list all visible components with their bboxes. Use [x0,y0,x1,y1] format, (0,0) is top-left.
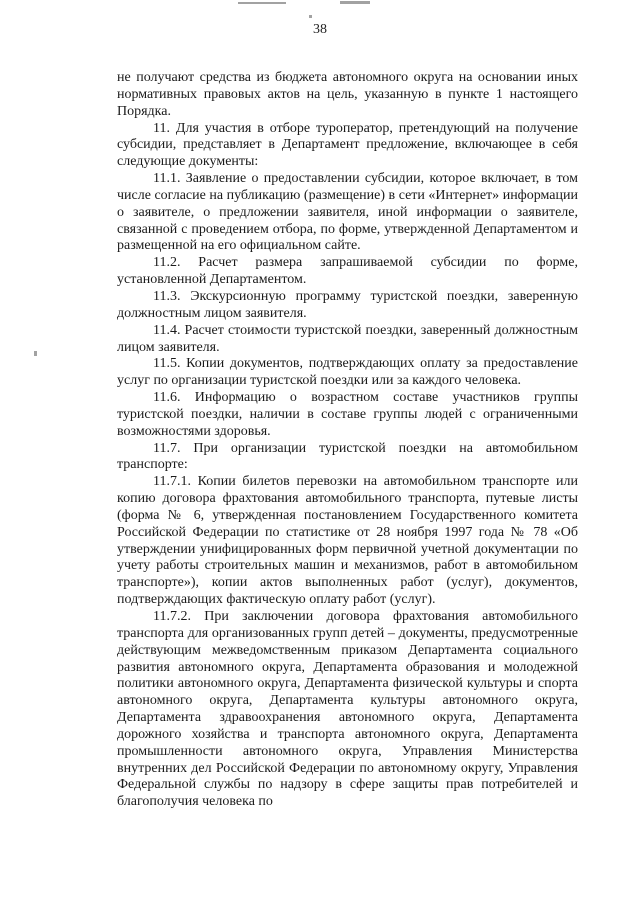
document-body [117,70,578,811]
scan-mark [34,351,37,356]
scan-mark [309,15,312,18]
paragraph: 11.1. Заявление о предоставлении субсидии, которое включает, в том числе согласие на публикацию (размещение) в сети «Интернет» информации о заявителе, о предложении заявителя, иной информации о заявителе, связанной с проведением отбора, по форме, утвержденной Департаментом и размещенной на его официальном сайте. [117,171,578,254]
paragraph: 11. Для участия в отборе туроператор, претендующий на получение субсидии, представляет в Департамент предложение, включающее в себя следующие документы: [117,120,578,170]
paragraph: 11.5. Копии документов, подтверждающих оплату за предоставление услуг по организации туристской поездки или за каждого человека. [117,356,578,389]
paragraph: 11.2. Расчет размера запрашиваемой субсидии по форме, установленной Департаментом. [117,255,578,288]
paragraph: 11.3. Экскурсионную программу туристской поездки, заверенную должностным лицом заявителя. [117,288,578,321]
paragraph: 11.6. Информацию о возрастном составе участников группы туристской поездки, наличии в составе группы людей с ограниченными возможностями здоровья. [117,390,578,439]
scan-mark [340,1,370,4]
paragraph: 11.4. Расчет стоимости туристской поездки, заверенный должностным лицом заявителя. [117,322,578,355]
paragraph: 11.7.2. При заключении договора фрахтования автомобильного транспорта для организованных групп детей – документы, предусмотренные действующим межведомственным приказом Департамента социального развития автономного округа, Департамента образования и молодежной политики автономного округа, Департамента физической культуры и спорта автономного округа, Департамента культуры автономного округа, Департамента здравоохранения автономного округа, Департамента дорожного хозяйства и транспорта автономного округа, Департамента промышленности автономного округа, Управления Министерства внутренних дел Российской Федерации по автономному округу, Управления Федеральной службы по надзору в сфере защиты прав потребителей и благополучия человека по [117,609,578,810]
page-number: 38 [313,22,327,37]
scan-mark [238,2,286,4]
paragraph: не получают средства из бюджета автономного округа на основании иных нормативных правовых актов на цель, указанную в пункте 1 настоящего Порядка. [117,70,578,119]
paragraph: 11.7. При организации туристской поездки на автомобильном транспорте: [117,440,578,473]
paragraph: 11.7.1. Копии билетов перевозки на автомобильном транспорте или копию договора фрахтования автомобильного транспорта, путевые листы (форма № 6, утвержденная постановлением Государственного комитета Российской Федерации по статистике от 28 ноября 1997 года № 78 «Об утверждении унифицированных форм первичной учетной документации по учету работы строительных машин и механизмов, работ в автомобильном транспорте»), копии актов выполненных работ (услуг), документов, подтверждающих фактическую оплату работ (услуг). [117,474,578,608]
